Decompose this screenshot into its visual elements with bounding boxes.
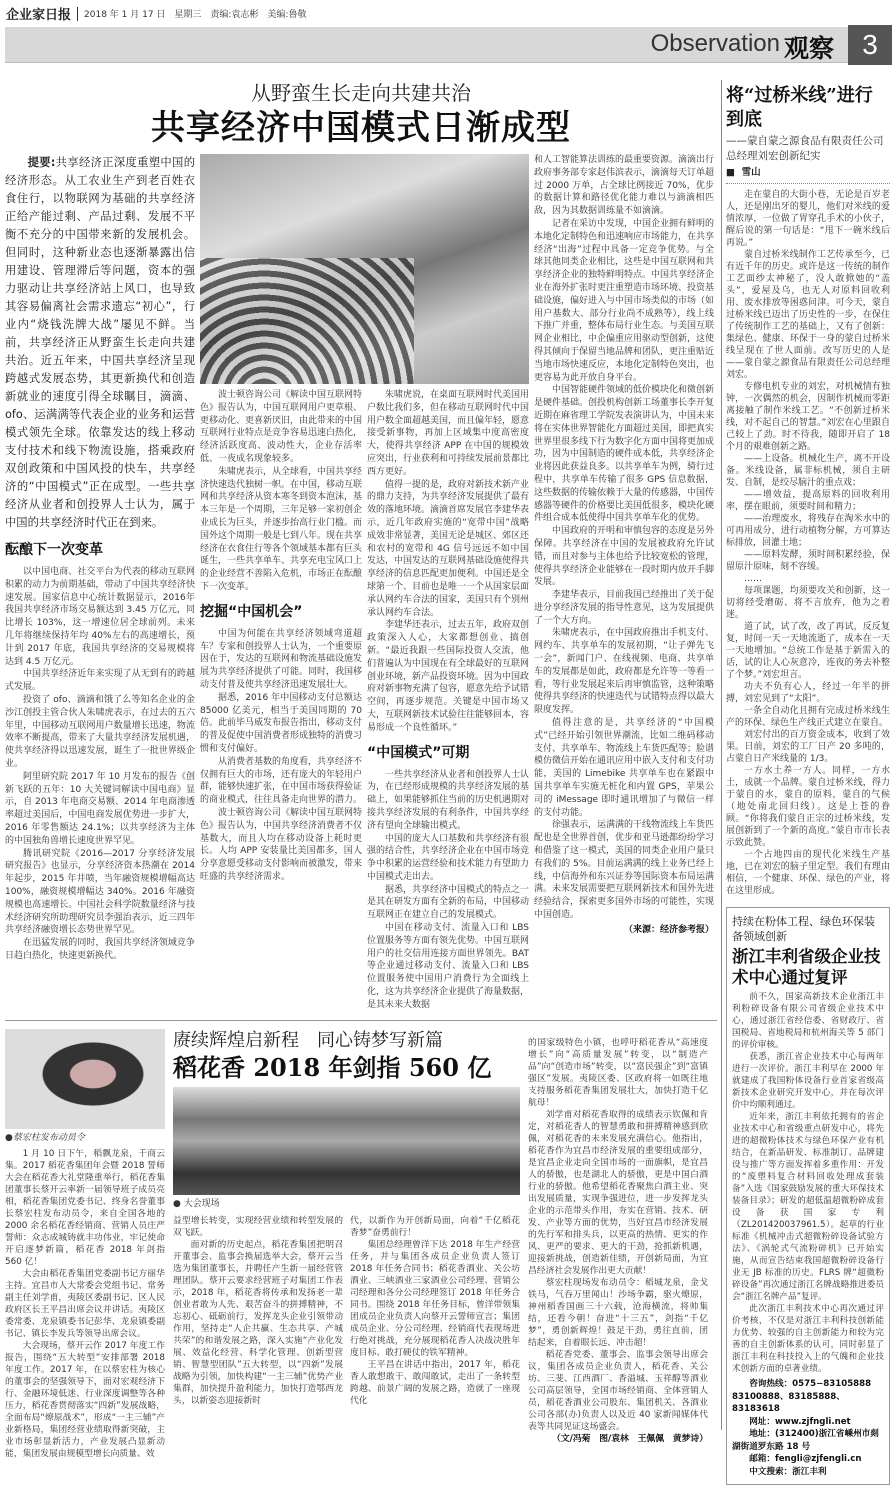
bottom-column-a: [5, 1029, 165, 1460]
paragraph: 朱啸虎表示，在中国政府推出手机支付、网约车、共享单车的发展初期，“让子弹先飞一会”，新闻门户、在线视频、电商、共享单车的发展都是如此，政府都是允许等一等看一看，等行业发展起来后再审慎监管，这种策略使得共享经济的快速迭代与试错特点得以最大限度发挥。: [534, 628, 715, 716]
summary-text: 共享经济正深度重塑中国的经济形态。从工农业生产到老百姓衣食住行，以物联网为基础的共享经济正给产能过剩、产品过剩、发展不平衡不充分的中国带来新的发展机会。但同时，这种新业态也逐渐暴露出信用建设、管理滞后等问题，资本的强力驱动让共享经济站上风口，也导致其容易偏离社会需求遗忘“初心”，行业内“烧钱洗牌大战”屡见不鲜。当前，共享经济正从野蛮生长走向共建共治。近五年来，中国共享经济呈现跨越式发展态势，其更新换代和创造新就业的速度引得全球瞩目，滴滴、ofo、运满满等代表企业的业务和运营模式领先全球。依靠发达的线上移动支付技术和线下物流设施，搭乘政府双创政策和中国风投的快车，共享经济的“中国模式”正在成型。一些共享经济从业者和创投界人士认为，属于中国的共享经济时代正在到来。: [5, 156, 195, 529]
paragraph: 专修电机专业的刘宏，对机械情有独钟，一次偶然的机会，因制作机械而零距离接触了制作米线工艺。“不创新过桥米线，对不起自己的智慧。”刘宏在心里跟自己较上了劲。时不待我，随即开启了 18 个月的艰难创新之路。: [726, 382, 890, 452]
page-number: 3: [848, 25, 892, 65]
paragraph: 李建华表示，目前我国已经推出了关于促进分享经济发展的指导性意见，这为发展提供了一个大方向。: [534, 590, 715, 626]
paragraph: 一些共享经济从业者和创投界人士认为，在已经形成规模的共享经济发展的基础上，如果能够抓住当前的历史机遇期对接共享经济发展的有利条件，中国共享经济有望向全球输出模式。: [367, 769, 530, 831]
heading-model: “中国模式”可期: [367, 744, 470, 761]
paragraph: 走在蒙自的大街小巷，无论是百岁老人，还是刚出牙的婴儿，他们对米线的爱情浓厚，一位做了胃穿孔手术的小伙子，醒后说的第一句话是：“甩下一碗米线后再说。”: [726, 190, 890, 248]
main-column-1-body: [5, 540, 195, 963]
paragraph: 腾讯研究院《2016—2017 分享经济发展研究报告》也显示，分享经济资本热潮在 2014 年起步，2015 年井喷，当年融资规模增幅高达 100%，融资规模增幅达 340%。2016 年融资规模也高速增长。中国社会科学院数量经济与技术经济研究所助理研究员李强治表示，近三四年共享经济融资增长态势世界罕见。: [5, 848, 195, 936]
contact-address: 地址：(312400)浙江省嵊州市剡湖街道罗东路 18 号: [732, 1429, 879, 1452]
sidebar-body: [726, 189, 890, 897]
paragraph: 李建华还表示，过去五年，政府双创政策深入人心，大家都想创业、搞创新。“最近我跟一些国际投资人交流，他们普遍认为中国现在有全球最好的互联网创业环境，新产品投资环境。因为中国政府对新事物充满了包容，愿意先给予试错空间，再逐步规范。关键是中国市场又大，互联网新技术试验往往能够回本，容易形成一个良性循环。”: [367, 620, 530, 733]
bottom-kicker: 赓续辉煌启新程 同心铸梦写新篇: [173, 1029, 443, 1051]
paragraph: 朱啸虎表示，从全球看，中国共享经济快速迭代独树一帜。在中国，移动互联网和共享经济从资本寒冬到资本泡沫，基本三年是一个周期，三年足够一家初创企业成长为巨头，并逐步抬高行业门槛。而国外这个周期一般是七到八年。现在共享经济在衣食住行等各个领域基本都有巨头诞生，一些共享单车、共享充电宝风口上的企业经营不善陷入危机，市场正在酝酿下一次变革。: [200, 466, 363, 592]
heading-opportunity: 挖掘“中国机会”: [200, 603, 303, 620]
paper-name: 企业家日报: [6, 8, 72, 23]
paragraph: ——上设备。机械化生产，离不开设备。米线设备，属非标机械，须自主研发、自制，是绞尽脑汁的重点戏；: [726, 454, 890, 488]
bottom-column-1: [5, 1148, 165, 1460]
paragraph: 近年来，浙江丰利依托拥有的省企业技术中心和省级重点研发中心，将先进的超微粉体技术与绿色环保产业有机结合，在新品研发、标准制订、品牌建设与推广等方面发挥着多重作用：开发的“废塑料复合材料回收处理成套装备”入选《国家鼓励发展的重大环保技术装备目录》；研发的超低温超微粉碎成套设备获国家专利（ZL201420037961.5）。起草的行业标准《机械冲击式超微粉碎设备试验方法》、《涡轮式气流粉碎机》已开始实施，从而宣告结束我国超微粉碎设备行业无 JB 标准的历史。FLRS 牌“超微粉碎设备”再次通过浙江名牌战略推进委员会“浙江名牌产品”复评。: [732, 1112, 884, 1302]
paragraph: 刘宏付出的百万资金成本，收到了效果。日前，刘宏的工厂日产 20 多吨的，占蒙自日产米线量的 1/3。: [726, 730, 890, 764]
sidebar-author: 雪山: [741, 167, 761, 178]
main-kicker: 从野蛮生长走向共建共治: [251, 81, 471, 105]
paragraph: 一条全自动化且拥有完成过桥米线生产的环保、绿色生产线正式建立在蒙自。: [726, 706, 890, 728]
advertorial-box: [726, 907, 890, 1485]
paragraph: 蒙自过桥米线制作工艺传承至今，已有近千年的历史。或许是这一传统的制作工艺面纱太神秘了，没人敢掀她的“盖头”，爱屋及乌，也无人对原料回收利用、废水排放等困惑问津。可今天，蒙自过桥米线已迈出了历史性的一步，在保住了传统制作工艺的基础上，又有了创新：集绿色、健康、环保于一身的蒙自过桥米线呈现在了世人面前。改写历史的人是——蒙自蒙之源食品有限责任公司总经理刘宏。: [726, 250, 890, 380]
paragraph: ——增效益，提高原料的回收利用率，摆在眼前，须要时间和精力；: [726, 490, 890, 512]
bicycle-wheels: [200, 258, 414, 385]
main-column-1: [5, 154, 195, 1012]
contact-hotline: 咨询热线：0575−83105888: [749, 1379, 872, 1389]
article-divider: [5, 1020, 717, 1021]
right-column: [726, 84, 890, 1485]
ad-title: 浙江丰利省级企业技术中心通过复评: [732, 947, 881, 987]
hall-photo-caption: ● 大会现场: [173, 1198, 220, 1209]
paragraph: 中国的庞大人口基数和共享经济有很强的结合性，共享经济企业在中国市场竞争中积累的运营经验和技术能力有望助力中国模式走出去。: [367, 833, 530, 882]
paragraph: 1 月 10 日下午，稻飘龙泉，千商云集。2017 稻花香集团年会暨 2018 誓师大会在稻花香大礼堂隆重举行，稻花香集团董事长蔡开云率新一届领导班子成员亮相，稻花香集团党委书记、终身名誉董事长蔡宏柱发布动员令，来自全国各地的 2000 余名稻花香经销商、营销人员庄严誓师：众志成城铸就丰功伟业，牢记使命开启逐梦新篇，稻花香 2018 年剑指 560 亿！: [5, 1148, 165, 1267]
main-article: [5, 154, 717, 1012]
column-divider: [721, 80, 722, 1430]
paragraph: 功夫不负有心人，经过一年半的拼搏，刘宏见到了“太阳”。: [726, 682, 890, 704]
contact-phones: 83100888、83185888、83183618: [732, 1391, 845, 1414]
main-column-4: [534, 154, 714, 1012]
paragraph: ……: [744, 574, 762, 584]
main-title: 共享经济中国模式日渐成型: [151, 108, 571, 148]
conference-hall-photo: [173, 1087, 520, 1195]
paragraph: 一方水土养一方人。同样，一方水土，成就一个品牌。蒙自过桥米线，得力于蒙自的水，蒙自的原料，蒙自的气候（地处南北回归线）。这是上苍的眷顾。“你将我们蒙自正宗的过桥米线，发展创新到了一个新的高度。”蒙自市市长表示致此赞。: [726, 766, 890, 848]
summary-label: 提要:: [27, 156, 56, 169]
main-column-2: [200, 389, 362, 1012]
sidebar-title: 将“过桥米线”进行到底: [726, 85, 873, 130]
masthead: [6, 4, 306, 23]
paragraph: 此次浙江丰利技术中心再次通过评价考核，不仅是对浙江丰利科技创新能力优势、较强的自主创新能力和较为完善的自主创新体系的认可，同时彰显了浙江丰利在科技投入上的气魄和企业技术创新方面的卓著业绩。: [732, 1304, 884, 1374]
contact-search: 中文搜索：浙江丰利: [749, 1466, 827, 1477]
paragraph: 王平昌在讲话中指出，2017 年，稻花香人敢想敢干、敢闯敢试，走出了一条转型跨越、前景广阔的发展之路，造就了一座现代化: [350, 1359, 520, 1406]
paragraph: 值得注意的是，共享经济的“中国模式”已经开始引领世界潮流，比如二维码移动支付、共享单车、物流线上车货匹配等；脸谱模仿微信开始在通讯应用中嵌入支付和支付功能，美国的 Limebike 共享单车也在紧跟中国共享单车实施无桩化和内置 GPS，苹果公司的 iMessage 即时通讯增加了与微信一样的支付功能。: [534, 718, 715, 818]
paragraph: 集团总经理曾洋下达 2018 年生产经营任务，并与集团各成员企业负责人签订 2018 年任务合同书；稻花香酒业、关公坊酒业、三峡酒业三家酒业公司经理、营销公司经理和各分公司经理签订 2018 年任务合同书。围绕 2018 年任务目标，曾洋带领集团成员企业负责人向蔡开云誓师宣言；集团成员企业、分公司经理、经销商代表现场进行绝对挑战，充分展现稻花香人决战决胜年度目标、敢打硬仗的铁军精神。: [350, 1239, 520, 1358]
bottom-column-2: [173, 1215, 343, 1407]
paragraph: ——原料发酵，须时间积累经验，保留原汁原味，刻不容缓。: [726, 550, 890, 572]
paragraph: 一个占地四亩的现代化米线生产基地，已在刘宏的脑子里定型。我们有理由相信，一个健康、环保、绿色的产业，将在这里形成。: [726, 850, 890, 896]
paragraph: 蔡宏柱现场发布动员令：稻城龙泉，金戈铁马，气吞万里闻山！沙场争霸，驱火燎原，神州稻香国画三十六载，沧海横流，将帅集结，还看今朝！奋进“十三五”，剑指“千亿梦”，勇创新辉煌！鼓足干劲，勇往直前，团结起来，自着眼长远、冲击超！: [528, 1277, 708, 1348]
bottom-column-3: [350, 1215, 520, 1407]
paragraph: 中国为何能在共享经济领域弯道超车？专家和创投界人士认为，一个重要原因在于，发达的互联网和物流基础设施发展为共享经济提供了可能。同时，我国移动支付普及使共享经济迅速发展壮大。: [200, 628, 363, 690]
paragraph: 大会现场，蔡开云作 2017 年度工作报告，围绕“五大转型”安排部署 2018 年度工作。2017 年，在以蔡宏柱为核心的董事会的坚强领导下，面对宏观经济下行、金融环境低迷、行业深度调整等各种压力，稻花香贯彻落实“四新”发展战略，全面布局“燎原战术”，形成“一主三辅”产业新格局，集团经营业绩取得新突破，主业市场彰显新活力，产业发展凸显新动能，集团发展由规模型增长向质量、效: [5, 1340, 165, 1459]
square-bullet-icon: ■: [726, 167, 735, 178]
bottom-byline: （文/冯菊 图/袁林 王佩佩 黄梦诗）: [552, 1433, 708, 1444]
paragraph: 中国政府的开明和审慎包容的态度是另外保障。共享经济在中国的发展被政府允许试错，而且对参与主体也给予比较宽松的管理，使得共享经济企业能够在一段时期内放开手脚发展。: [534, 526, 715, 588]
bottom-column-4: [528, 1037, 708, 1445]
section-banner: [5, 27, 892, 63]
paragraph: 在迅猛发展的同时，我国共享经济领域竞争日趋白热化，快速更新换代。: [5, 938, 195, 961]
paragraph: 益型增长转变，实现经营业绩和转型发展的双飞跃。: [173, 1215, 343, 1238]
paragraph: 投资了 ofo、滴滴和饿了么等知名企业的金沙江创投主管合伙人朱啸虎表示，在过去的五六年里，中国移动互联网用户数量增长迅速，物流效率不断提高，带来了大量共享经济发展机遇，使共享经济得以迅速发展，诞生了一批世界级企业。: [5, 694, 195, 769]
contact-website[interactable]: 网址：www.zjfngli.net: [749, 1416, 851, 1427]
paragraph: 刘学甫对稻花香取得的成绩表示钦佩和肯定，对稻花香人的智慧勇敢和拼搏精神感到欣佩，对稻花香的未来发展充满信心。他指出，稻花香作为宜昌市经济发展的重要组成部分，是宜昌企业走向全国市场的一面旗帜，是宜昌人的骄傲，也是湖北人的骄傲，更是中国白酒行业的骄傲。他希望稻花香聚焦白酒主业、突出发展质量，实现争强进位，进一步发挥龙头企业的示范带头作用，夯实在营销、技术、研发、产业等方面的优势，当好宜昌市经济发展的先行军和排头兵，以更高的热情、更实的作风、更严的要求、更大的干劲，抢抓新机遇，迎接新挑战，创造新佳绩，开创新局面，为宜昌经济社会发展作出更大贡献！: [528, 1109, 708, 1276]
paragraph: 道了试，试了改，改了再试，反反复复，时间一天一天地流逝了，成本在一天一天地增加。“总统工作是基于新需入的话，试的让人心灰意冷，连夜的务去补整了个梦。”刘宏坦言。: [726, 622, 890, 680]
ad-body: [732, 991, 884, 1375]
sidebar-subtitle: ——蒙自蒙之源食品有限责任公司总经理刘宏创新纪实: [726, 135, 884, 162]
sidebar-byline: [726, 164, 890, 184]
main-summary: [5, 154, 195, 532]
bottom-column-b: [173, 1029, 520, 1407]
paragraph: 记者在采访中发现，中国企业拥有鲜明的本地化定制特色和迅速响应市场能力，在共享经济“出海”过程中具备一定竞争优势。与全球其他同类企业相比，这些是中国互联网和共享经济企业的独特鲜明特点。中国共享经济企业在海外扩张时更注重塑造市场环境、投资基础设施，偏好进入与中国市场类似的市场（如用户基数大、部分行业尚不成熟等），线上线下推广并重，整体布局行业生态。与美国互联网企业相比，中企偏重应用驱动型创新，这使得其倾向于保留当地品牌和团队，更注重贴近当地市场快速反应，本地化定制特色突出，也更容易为此开放自身平台。: [534, 218, 715, 383]
paragraph: 前不久，国家高新技术企业浙江丰利粉碎设备有限公司省级企业技术中心，通过浙江省经信委、省财政厅、省国税局、省地税局和杭州海关等 5 部门的评价审核。: [732, 992, 884, 1050]
ad-contacts: [732, 1378, 884, 1478]
section-chinese: 观察: [783, 34, 834, 63]
paragraph: 据悉，共享经济中国模式的特点之一是其在研发方面有全新的布局，中国移动互联网正在建立自己的发展模式。: [367, 884, 530, 921]
paragraph: 面对新的历史起点，稻花香集团把明召开董事会、监事会换届选举大会，蔡开云当选为集团董事长，并聘任产生新一届经营管理团队。蔡开云要求经营班子对集团工作表示，2018 年，稻花香将传承和发扬老一辈创业者敢为人先、艰苦奋斗的拼搏精神，不忘初心、砥砺前行，发挥龙头企业引领带动作用，坚持走“人企共赢、生态共享、产城共荣”的和谐发展之路，深入实施“产业化发展、效益化经营、科学化管理、创新型营销、智慧型团队”五大转型，以“四新”发展战略为引领，加快构建“一主三辅”优势产业集群，加快提升盈利能力，加快打造鄂西龙头，以新姿态迎接新时: [173, 1239, 343, 1406]
paragraph: 获悉，浙江省企业技术中心每两年进行一次评价。浙江丰利早在 2000 年就建成了我国粉体设备行业首家省级高新技术企业研究开发中心，并在每次评价中均顺利通过。: [732, 1052, 884, 1110]
paragraph: 代，以新作为开创新局面，向着“千亿稻花香梦”奋勇前行！: [350, 1215, 520, 1238]
divider: [77, 7, 78, 21]
issue-meta: 2018 年 1 月 17 日 星期三 责编:袁志彬 美编:鲁敬: [84, 10, 307, 20]
paragraph: 徐强表示，运满满的干线物流线上车货匹配也是全世界首创，优步和亚马逊都纷纷学习和借鉴了这一模式，美国的同类企业用户量只有我们的 5%。目前运满满的线上业务已经上线，中信海外和东兴证券等国际资本布局运满满。未来发展需要把互联网新技术和国外先进经验结合，探索更多国外市场的可能性，实现中国创造。: [534, 820, 715, 921]
paragraph: 中国智能硬件领域的低价模块化和微创新是硬件基础。创投机构创新工场董事长李开复近期在麻省理工学院发表演讲认为，中国未来将在实体世界智能化方面超过美国，即把真实世界里很多线下行为数字化方面中国将更加成功，因为中国制造的硬件成本低，共享经济企业将因此获益良多。以共享单车为例，骑行过程中，共享单车传输了很多 GPS 信息数据，这些数据的传输依赖于大量的传感器，中国传感器等硬件的价格要比美国低很多，模块化硬件组合成本低使得中国共享单车化的优势。: [534, 385, 715, 524]
bike-sharing-photo: [200, 154, 529, 384]
paragraph: 朱啸虎说，在桌面互联网时代美国用户数比我们多，但在移动互联网时代中国用户数全面超越美国，而且偏年轻，愿意接受新事物，再加上区域集中度高密度大，使得共享经济 APP 在中国的规模效应突出，行业获利和可持续发展前景都比西方更好。: [367, 390, 530, 477]
speaker-photo-caption: ●蔡宏柱发布动员令: [5, 1132, 85, 1143]
heading-change: 酝酿下一次变革: [5, 542, 103, 558]
paragraph: 从消费者基数的角度看，共享经济不仅拥有巨大的市场，还有庞大的年轻用户群，能够快速扩张，在中国市场获得验证的商业模式，往往具备走向世界的潜力。: [200, 756, 363, 806]
contact-email[interactable]: 邮箱：fengli@zjfengli.cn: [749, 1454, 862, 1464]
paragraph: ——治理废水，将残存在淘米水中的可再用成分，进行动植物分解，方可算达标排放，回灌土地；: [726, 514, 890, 548]
bottom-subcolumns: [173, 1215, 520, 1407]
paragraph: 以中国电商、社交平台为代表的移动互联网积累的动力为前期基础，带动了中国共享经济快速发展。国家信息中心统计数据显示，2016年我国共享经济市场交易额达到 3.45 万亿元，同比增长 103%，这一增速位居全球前列。未来几年将继续保持年均 40%左右的高速增长，预计到 2017 年底，我国共享经济的交易规模将达到 4.5 万亿元。: [5, 567, 195, 667]
paragraph: 每项课题，均须要攻关和创新，这一切将经受磨砺、将不言放弃，他为之着迷。: [726, 586, 890, 620]
source-credit: （来源：经济参考报）: [623, 924, 714, 935]
paragraph: 值得一提的是，政府对新技术新产业的鼎力支持，为共享经济发展提供了最有效的落地环境。滴滴首席发展官李建华表示，近几年政府实施的“宽带中国”战略成效非常显著，美国无论是城区、郊区还和农村的宽带和 4G 信号远远不如中国发达，中国发达的互联网基础设施使得共享经济的信息匹配更加便利。中国还是全球第一个、目前也是唯一一个从国家层面承认网约车合法的国家，美国只有个别州承认网约车合法。: [367, 479, 530, 618]
paragraph: 的国家级特色小镇，也呼吁稻花香从“高速度增长”向“高质量发展”转变，以“制造产品”向“创造市场”转变，以“富民强企”到“富镇强区”发展。夷陵区委、区政府将一如既往地支持服务稻花香集团发展壮大，加快打造千亿航母！: [528, 1037, 708, 1108]
paragraph: 据悉，2016 年中国移动支付总额达 85000 亿美元，相当于美国同期的 70 倍。此前毕马威发布报告指出，移动支付的普及促使中国消费者形成独特的消费习惯和支付偏好。: [200, 692, 363, 754]
paragraph: 稻花香党委、董事会、监事会领导出席会议，集团各成员企业负责人，稻花香、关公坊、三斐、江西酒厂、香溢城、玉祥醇等酒业公司高层领导，全国市场经销商、全体营销人员，稻花香酒业公司股东、集团机关、各酒业公司各部(办)负责人以及近 40 家新闻媒体代表等共同见证这场盛会。: [528, 1349, 708, 1432]
main-column-3: [367, 389, 529, 1012]
paragraph: 中国共享经济近年来实现了从无到有的跨越式发展。: [5, 669, 195, 693]
left-content: [5, 80, 717, 1460]
paragraph: 大会由稻花香集团党委副书记方丽华主持。宜昌市人大常委会党组书记、常务副主任刘学甫，夷陵区委副书记、区人民政府区长王平昌出席会议并讲话。夷陵区委常委、龙泉镇委书记彭华、龙泉镇委副书记、镇长李发兵等领导出席会议。: [5, 1268, 165, 1339]
ad-kicker: 持续在粉体工程、绿色环保装备领域创新: [732, 915, 875, 943]
paragraph: 波士顿咨询公司《解读中国互联网特色》报告认为，中国共享经济消费者不仅基数大，而且人均在移动设备上耗时更长。人均 APP 安装量比美国都多，国人分享意愿受移动支付影响而被激发，带来旺盛的共享经济需求。: [200, 807, 363, 882]
section-english: Observation: [650, 30, 780, 57]
paragraph: 中国在移动支付、流量入口和 LBS 位置服务等方面有领先优势。中国互联网用户的社交信用连接方面世界领先。BAT 等企业通过移动支付、流量入口和 LBS 位置服务使中国用户消费行为全面线上化，这为共享经济企业提供了海量数据，是其未来大数据: [367, 923, 530, 1010]
bottom-title: 稻花香 2018 年剑指 560 亿: [173, 1052, 492, 1082]
paragraph: 波士顿咨询公司《解读中国互联网特色》报告认为，中国互联网用户更草根、更移动化、更喜新厌旧，由此带来的中国互联网行业特点是竞争容易迅速白热化，经济活跃度高、波动性大，企业存活率低、一夜成名现象较多。: [200, 390, 363, 464]
paragraph: 和人工智能算法训练的最重要资源。滴滴出行政府事务部专家赵伟滨表示，滴滴每天订单超过 2000 万单，占全球比例接近 70%，优步的数据计算和路径优化能力难以与滴滴相匹敌，因为其数据训练量不如滴滴。: [534, 155, 715, 217]
paragraph: 阿里研究院 2017 年 10 月发布的报告《创新飞跃的五年：10 大关键词解读中国电商》显示，自 2013 年电商交易额、2014 年电商渗透率超过美国后，中国电商发展优势进一步扩大，2016 年零售额达 24.1%；以共享经济为主体的中国独角兽增长速度世界罕见。: [5, 771, 195, 846]
bottom-article: [5, 1029, 717, 1460]
speaker-photo: [5, 1029, 165, 1129]
